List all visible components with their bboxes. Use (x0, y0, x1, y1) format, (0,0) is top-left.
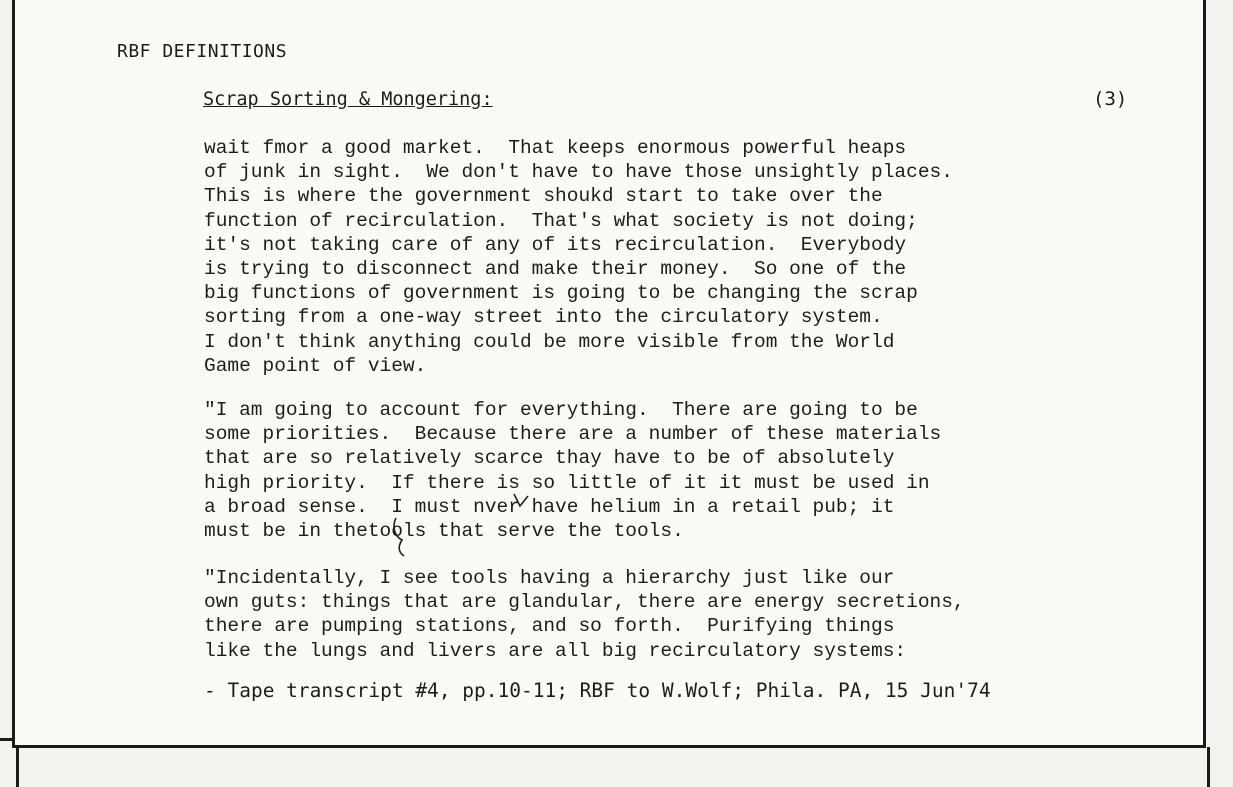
card-divider-tick (0, 738, 14, 741)
paragraph-1: wait fmor a good market. That keeps enormous powerful heaps of junk in sight. We don't have to have those unsightly places. This is where the government shoukd start to take over the function of recirculation. That's what society is not doing; it's not taking care of any of its recirculation. Everybody is trying to disconnect and make their money. So one of the big functions of government is going to be changing the scrap sorting from a one-way street into the circulatory system. I don't think anything could be more visible from the World Game point of view. (204, 137, 953, 377)
next-card-edge (16, 747, 1210, 787)
paragraph-3: "Incidentally, I see tools having a hierarchy just like our own guts: things that are glandular, there are energy secretions, there are pumping stations, and so forth. Purifying things like the lungs and livers are all big recirculatory systems: (204, 567, 965, 662)
page-number: (3) (1093, 88, 1128, 110)
document-header: RBF DEFINITIONS (117, 41, 288, 62)
section-title: Scrap Sorting & Mongering: (203, 89, 493, 110)
paragraph-2: "I am going to account for everything. There are going to be some priorities. Because there are a number of these materials that are so relatively scarce thay have to be of absolutely high priority. If there is so little of it it must be used in a broad sense. I must nver have helium in a retail pub; it must be in thetools that serve the tools. (204, 399, 942, 543)
citation: - Tape transcript #4, pp.10-11; RBF to W.Wolf; Phila. PA, 15 Jun'74 (204, 679, 991, 702)
